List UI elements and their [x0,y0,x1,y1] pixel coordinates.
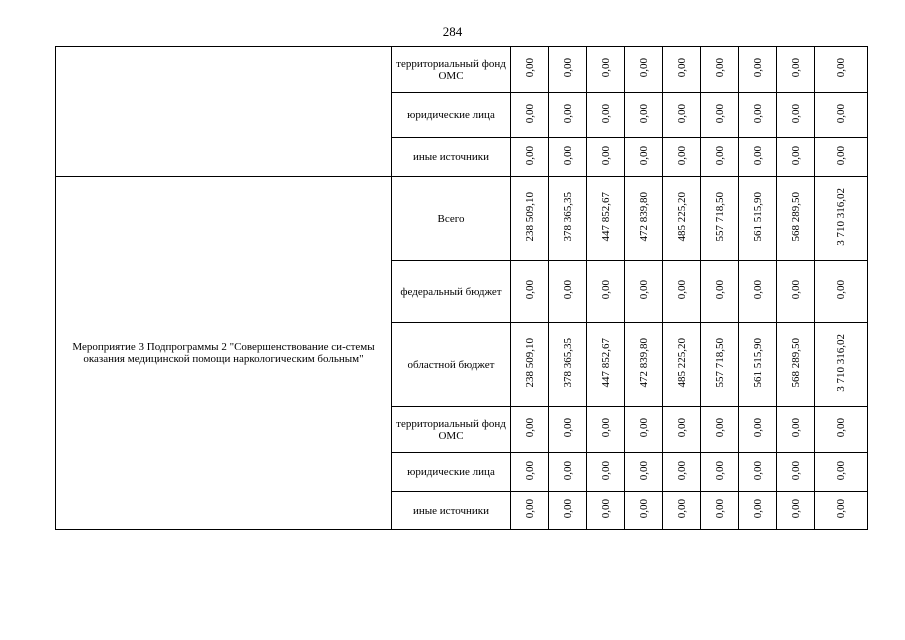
value-cell: 0,00 [663,47,701,93]
value-cell: 0,00 [549,93,587,138]
value-cell: 0,00 [511,261,549,323]
value-cell: 557 718,50 [701,177,739,261]
value-cell: 561 515,90 [739,323,777,407]
value-cell: 0,00 [587,407,625,453]
value-cell: 0,00 [739,47,777,93]
source-cell: Всего [392,177,511,261]
value-cell: 568 289,50 [777,323,815,407]
value-cell: 0,00 [663,261,701,323]
budget-table [55,46,868,530]
value-cell: 485 225,20 [663,177,701,261]
source-cell: юридические лица [392,93,511,138]
value-cell: 0,00 [549,492,587,530]
value-cell: 0,00 [815,261,868,323]
value-cell: 0,00 [511,93,549,138]
value-cell: 0,00 [587,261,625,323]
value-cell: 0,00 [625,47,663,93]
value-cell: 0,00 [777,47,815,93]
value-cell: 0,00 [777,261,815,323]
value-cell: 0,00 [587,492,625,530]
source-cell: территориальный фонд ОМС [392,407,511,453]
value-cell: 557 718,50 [701,323,739,407]
table-row [56,47,868,93]
value-cell: 0,00 [625,492,663,530]
value-cell: 238 509,10 [511,177,549,261]
value-cell: 0,00 [587,453,625,492]
value-cell: 0,00 [701,93,739,138]
value-cell: 0,00 [625,407,663,453]
value-cell: 447 852,67 [587,323,625,407]
value-cell: 0,00 [625,93,663,138]
source-cell: иные источники [392,138,511,177]
value-cell: 472 839,80 [625,177,663,261]
value-cell: 0,00 [587,138,625,177]
value-cell: 447 852,67 [587,177,625,261]
value-cell: 0,00 [549,453,587,492]
value-cell: 0,00 [663,138,701,177]
value-cell: 0,00 [625,261,663,323]
value-cell: 0,00 [777,407,815,453]
value-cell: 568 289,50 [777,177,815,261]
activity-cell: Мероприятие 3 Подпрограммы 2 "Совершенствование си-стемы оказания медицинской помощи наркологическим больным" [56,177,392,530]
value-cell: 0,00 [777,138,815,177]
value-cell: 0,00 [777,453,815,492]
value-cell: 0,00 [815,453,868,492]
value-cell: 378 365,35 [549,323,587,407]
source-cell: территориальный фонд ОМС [392,47,511,93]
value-cell: 0,00 [777,492,815,530]
value-cell: 472 839,80 [625,323,663,407]
value-cell: 0,00 [815,407,868,453]
value-cell: 3 710 316,02 [815,177,868,261]
value-cell: 0,00 [739,492,777,530]
value-cell: 0,00 [511,407,549,453]
value-cell: 0,00 [511,453,549,492]
value-cell: 0,00 [739,138,777,177]
value-cell: 0,00 [587,93,625,138]
value-cell: 0,00 [815,93,868,138]
value-cell: 378 365,35 [549,177,587,261]
value-cell: 0,00 [701,492,739,530]
source-cell: федеральный бюджет [392,261,511,323]
value-cell: 0,00 [549,47,587,93]
value-cell: 0,00 [739,261,777,323]
value-cell: 0,00 [739,93,777,138]
value-cell: 0,00 [815,492,868,530]
value-cell: 3 710 316,02 [815,323,868,407]
value-cell: 0,00 [549,407,587,453]
value-cell: 0,00 [663,407,701,453]
value-cell: 0,00 [663,93,701,138]
value-cell: 0,00 [663,453,701,492]
value-cell: 0,00 [777,93,815,138]
value-cell: 0,00 [739,453,777,492]
value-cell: 0,00 [625,453,663,492]
value-cell: 0,00 [625,138,663,177]
table-row [56,177,868,261]
value-cell: 0,00 [701,138,739,177]
value-cell: 0,00 [549,138,587,177]
value-cell: 0,00 [663,492,701,530]
value-cell: 0,00 [815,138,868,177]
value-cell: 0,00 [815,47,868,93]
page-number: 284 [442,24,463,39]
value-cell: 0,00 [511,138,549,177]
value-cell: 0,00 [739,407,777,453]
value-cell: 0,00 [701,261,739,323]
value-cell: 0,00 [549,261,587,323]
value-cell: 0,00 [511,492,549,530]
value-cell: 238 509,10 [511,323,549,407]
value-cell: 0,00 [587,47,625,93]
source-cell: иные источники [392,492,511,530]
value-cell: 561 515,90 [739,177,777,261]
source-cell: юридические лица [392,453,511,492]
activity-cell [56,47,392,177]
value-cell: 0,00 [511,47,549,93]
value-cell: 485 225,20 [663,323,701,407]
source-cell: областной бюджет [392,323,511,407]
value-cell: 0,00 [701,407,739,453]
value-cell: 0,00 [701,453,739,492]
value-cell: 0,00 [701,47,739,93]
